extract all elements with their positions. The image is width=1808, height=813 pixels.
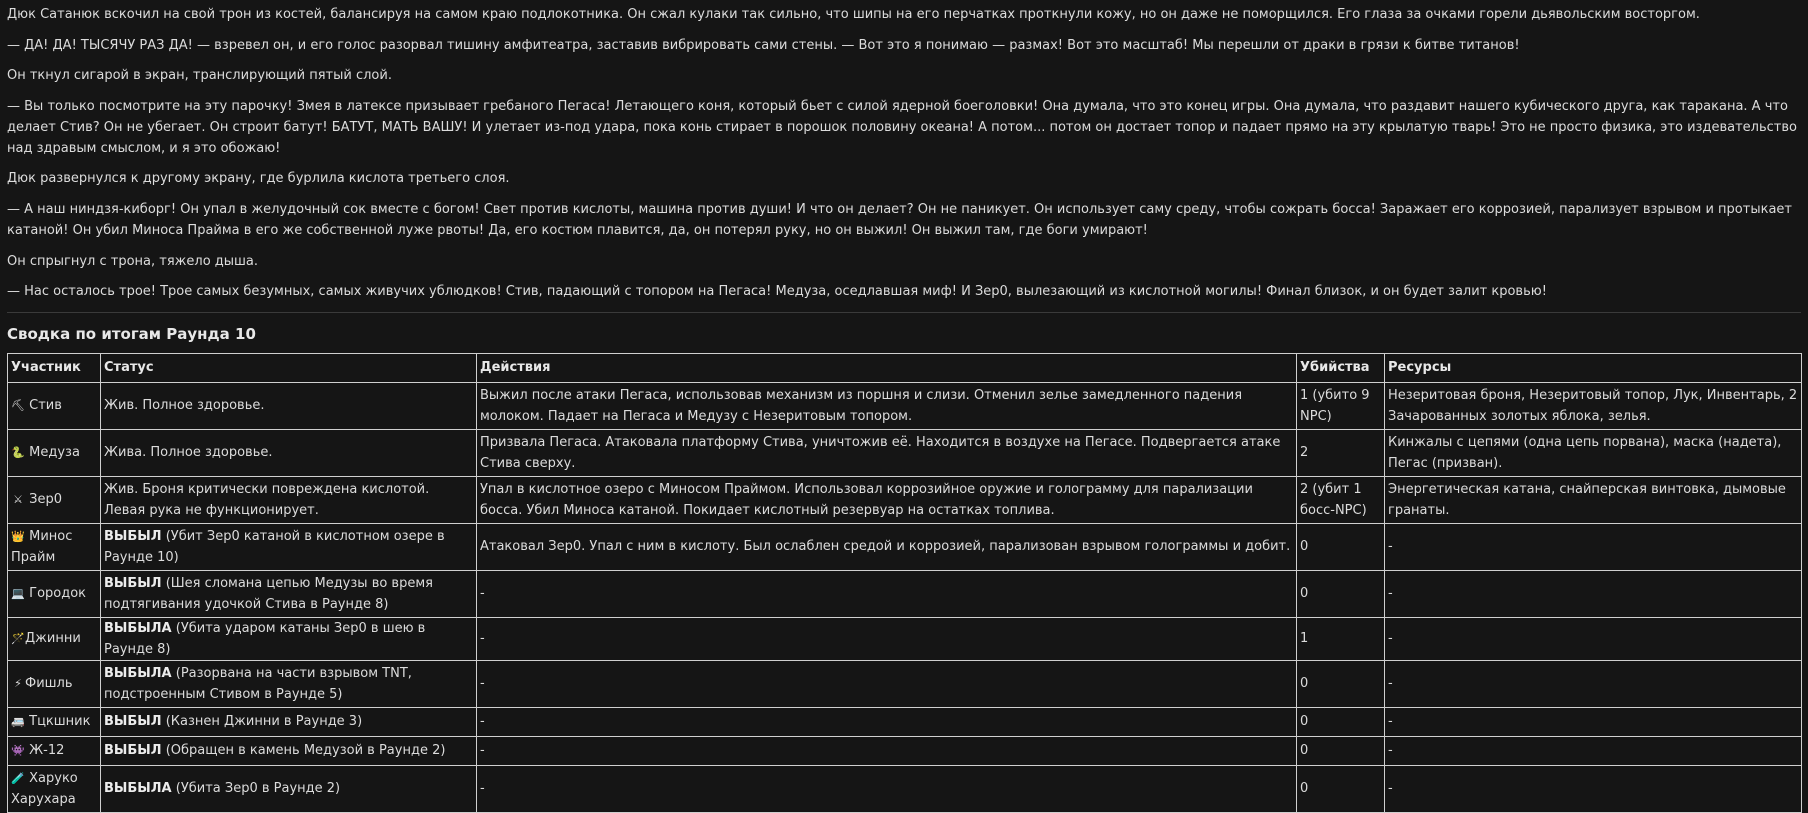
laptop-icon: 💻 [11,587,25,601]
table-row [8,570,1802,617]
actions-cell: - [477,570,1297,617]
status-text: Жив. Броня критически повреждена кислотой. Левая рука не функционирует. [104,481,430,518]
section-divider [7,312,1801,313]
participant-name: Харуко Харухара [11,770,78,807]
status-bold: ВЫБЫЛА [104,665,172,681]
participant-name: Джинни [25,631,81,647]
participant-name: Медуза [29,445,80,461]
kills-cell: 1 [1297,617,1385,660]
resources-cell: Незеритовая броня, Незеритовый топор, Лук, Инвентарь, 2 Зачарованных золотых яблока, зелья. [1385,382,1802,429]
resources-cell: - [1385,570,1802,617]
crossed-swords-icon: ⚔ [13,493,23,507]
story-paragraph: Он спрыгнул с трона, тяжело дыша. [7,253,259,269]
participant-name: Тцкшник [29,714,91,730]
status-text: (Шея сломана цепью Медузы во время подтягивания удочкой Стива в Раунде 8) [104,575,433,612]
kills-cell: 0 [1297,660,1385,707]
table-row [8,617,1802,660]
status-text: (Казнен Джинни в Раунде 3) [161,714,363,730]
actions-cell: - [477,736,1297,765]
status-bold: ВЫБЫЛА [104,620,172,636]
participant-name: Стив [29,398,62,414]
participant-name: Ж-12 [29,743,65,759]
participant-cell [8,476,101,523]
status-text: Жива. Полное здоровье. [104,445,273,461]
story-paragraph: — Вы только посмотрите на эту парочку! Змея в латексе призывает гребаного Пегаса! Летающего коня, который бьет с силой ядерной боеголовки! Она думала, что это конец игры. Она думала, что раздавит нашего кубического друга, как таракана. А что делает Стив? Он не убегает. Он строит батут! БАТУТ, МАТЬ ВАШУ! И улетает из-под удара, пока конь стирает в порошок половину океана! А потом... потом он достает топор и падает прямо на эту крылатую тварь! Это не просто физика, это издевательство над здравым смыслом, и я это обожаю! [7,98,1797,156]
actions-cell: - [477,707,1297,736]
kills-cell: 2 [1297,429,1385,476]
table-row [8,476,1802,523]
summary-table-body [8,382,1802,812]
table-row [8,429,1802,476]
actions-cell: Атаковал Зер0. Упал с ним в кислоту. Был ослаблен средой и коррозией, парализован взрывом голограммы и добит. [477,523,1297,570]
resources-cell: - [1385,617,1802,660]
status-cell [101,429,477,476]
summary-table [7,353,1802,813]
kills-cell: 0 [1297,707,1385,736]
participant-cell [8,617,101,660]
status-bold: ВЫБЫЛ [104,714,162,730]
header-participant: Участник [8,353,101,382]
kills-cell: 2 (убит 1 босс-NPC) [1297,476,1385,523]
participant-name: Фишль [25,676,73,692]
lightning-icon: ⚡ [14,677,22,691]
header-kills: Убийства [1297,353,1385,382]
participant-name: Зер0 [29,492,62,508]
status-text: (Убит Зер0 катаной в кислотном озере в Раунде 10) [104,528,445,565]
status-bold: ВЫБЫЛА [104,781,172,797]
resources-cell: - [1385,707,1802,736]
kills-cell: 1 (убито 9 NPC) [1297,382,1385,429]
status-cell [101,570,477,617]
actions-cell: - [477,660,1297,707]
actions-cell: Выжил после атаки Пегаса, использовав механизм из поршня и слизи. Отменил зелье замедленного падения молоком. Падает на Пегаса и Медузу с Незеритовым топором. [477,382,1297,429]
resources-cell: Кинжалы с цепями (одна цепь порвана), маска (надета), Пегас (призван). [1385,429,1802,476]
kills-cell: 0 [1297,570,1385,617]
story-paragraph: Он ткнул сигарой в экран, транслирующий пятый слой. [7,68,392,84]
participant-name: Городок [29,586,87,602]
table-row [8,736,1802,765]
potion-icon: 🧪 [11,771,25,785]
summary-title: Сводка по итогам Раунда 10 [7,324,256,343]
status-bold: ВЫБЫЛ [104,575,162,591]
header-actions: Действия [477,353,1297,382]
story-paragraph: — Нас осталось трое! Трое самых безумных, самых живучих ублюдков! Стив, падающий с топором на Пегаса! Медуза, оседлавшая миф! И Зер0, вылезающий из кислотной могилы! Финал близок, и он будет залит кровью! [7,284,1547,300]
story-paragraph: — ДА! ДА! ТЫСЯЧУ РАЗ ДА! — взревел он, и его голос разорвал тишину амфитеатра, заставив вибрировать сами стены. — Вот это я понимаю — размах! Вот это масштаб! Мы перешли от драки в грязи к битве титанов! [7,37,1520,53]
actions-cell: Призвала Пегаса. Атаковала платформу Стива, уничтожив её. Находится в воздухе на Пегасе. Подвергается атаке Стива сверху. [477,429,1297,476]
table-row [8,707,1802,736]
participant-cell [8,660,101,707]
status-cell [101,523,477,570]
table-row [8,660,1802,707]
status-text: (Разорвана на части взрывом TNT, подстроенным Стивом в Раунде 5) [104,665,412,702]
header-resources: Ресурсы [1385,353,1802,382]
participant-cell [8,570,101,617]
status-text: (Убита ударом катаны Зер0 в шею в Раунде 8) [104,620,426,657]
magic-wand-icon: 🪄 [11,632,25,646]
resources-cell: - [1385,736,1802,765]
story-paragraph: Дюк развернулся к другому экрану, где бурлила кислота третьего слоя. [7,171,510,187]
actions-cell: - [477,617,1297,660]
table-row [8,523,1802,570]
resources-cell: Энергетическая катана, снайперская винтовка, дымовые гранаты. [1385,476,1802,523]
status-bold: ВЫБЫЛ [104,528,162,544]
status-text: Жив. Полное здоровье. [104,398,265,414]
status-cell [101,707,477,736]
crown-icon: 👑 [11,529,25,543]
table-row [8,382,1802,429]
participant-cell [8,382,101,429]
participant-name: Минос Прайм [11,528,73,565]
pickaxe-icon: ⛏ [11,399,25,413]
participant-cell [8,523,101,570]
status-cell [101,660,477,707]
kills-cell: 0 [1297,765,1385,812]
kills-cell: 0 [1297,523,1385,570]
header-status: Статус [101,353,477,382]
status-cell [101,476,477,523]
table-header-row [8,353,1802,382]
table-row [8,765,1802,812]
story-paragraph: Дюк Сатанюк вскочил на свой трон из костей, балансируя на самом краю подлокотника. Он сжал кулаки так сильно, что шипы на его перчатках проткнули кожу, но он даже не поморщился. Его глаза за очками горели дьявольским восторгом. [7,7,1700,22]
status-cell [101,765,477,812]
status-text: (Обращен в камень Медузой в Раунде 2) [161,743,446,759]
status-cell [101,617,477,660]
actions-cell: - [477,765,1297,812]
participant-cell [8,429,101,476]
resources-cell: - [1385,660,1802,707]
participant-cell [8,707,101,736]
participant-cell [8,765,101,812]
status-bold: ВЫБЫЛ [104,743,162,759]
alien-monster-icon: 👾 [11,744,25,758]
actions-cell: Упал в кислотное озеро с Миносом Праймом. Использовал коррозийное оружие и голограмму для парализации босса. Убил Миноса катаной. Покидает кислотный резервуар на остатках топлива. [477,476,1297,523]
status-cell [101,736,477,765]
status-cell [101,382,477,429]
status-text: (Убита Зер0 в Раунде 2) [171,781,341,797]
van-icon: 🚐 [11,715,25,729]
participant-cell [8,736,101,765]
story-paragraph: — А наш ниндзя-киборг! Он упал в желудочный сок вместе с богом! Свет против кислоты, машина против души! И что он делает? Он не паникует. Он использует саму среду, чтобы сожрать босса! Заражает его коррозией, парализует взрывом и протыкает катаной! Он убил Миноса Прайма в его же собственной луже рвоты! Да, его костюм плавится, да, он потерял руку, но он выжил! Он выжил там, где боги умирают! [7,201,1792,238]
resources-cell: - [1385,523,1802,570]
resources-cell: - [1385,765,1802,812]
kills-cell: 0 [1297,736,1385,765]
snake-icon: 🐍 [11,446,25,460]
